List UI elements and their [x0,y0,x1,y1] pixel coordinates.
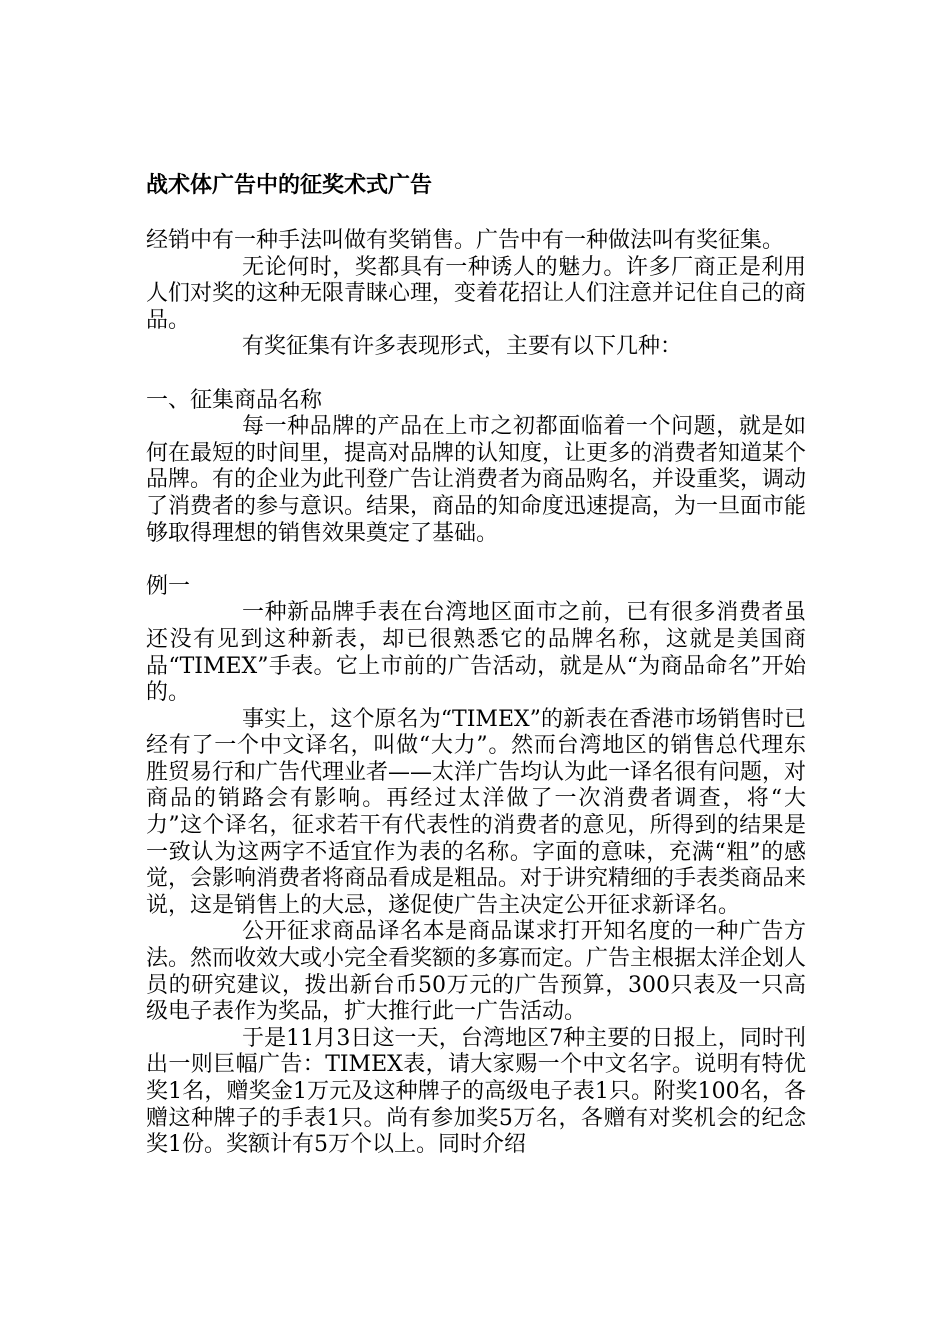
paragraph-intro: 经销中有一种手法叫做有奖销售。广告中有一种做法叫有奖征集。 [146,228,785,253]
example-heading: 例一 [146,573,191,599]
paragraph-timex-intro: 一种新品牌手表在台湾地区面市之前，已有很多消费者虽还没有见到这种新表，却已很熟悉它的品牌名称，这就是美国商品“TIMEX”手表。它上市前的广告活动，就是从“为商品命名”开始的。 [146,600,806,706]
paragraph-newspaper-ad: 于是11月3日这一天，台湾地区7种主要的日报上，同时刊出一则巨幅广告：TIMEX表，请大家赐一个中文名字。说明有特优奖1名，赠奖金1万元及这种牌子的高级电子表1只。附奖100名，各赠这种牌子的手表1只。尚有参加奖5万名，各赠有对奖机会的纪念奖1份。奖额计有5万个以上。同时介绍 [146,1025,807,1158]
document-title: 战术体广告中的征奖术式广告 [146,173,433,198]
paragraph-public-naming: 公开征求商品译名本是商品谋求打开知名度的一种广告方法。然而收效大或小完全看奖额的多寡而定。广告主根据太洋企划人员的研究建议，拨出新台币50万元的广告预算，300只表及一只高级电子表作为奖品，扩大推行此一广告活动。 [146,919,807,1025]
paragraph-timex-translation: 事实上，这个原名为“TIMEX”的新表在香港市场销售时已经有了一个中文译名，叫做“大力”。然而台湾地区的销售总代理东胜贸易行和广告代理业者——太洋广告均认为此一译名很有问题，对商品的销路会有影响。再经过太洋做了一次消费者调查，将“大力”这个译名，征求若干有代表性的消费者的意见，所得到的结果是一致认为这两字不适宜作为表的名称。字面的意味，充满“粗”的感觉，会影响消费者将商品看成是粗品。对于讲究精细的手表类商品来说，这是销售上的大忌，遂促使广告主决定公开征求新译名。 [146,706,807,918]
document-body [146,228,806,1159]
blank-line [146,547,806,574]
paragraph-forms: 有奖征集有许多表现形式，主要有以下几种： [242,334,683,360]
paragraph-prize-appeal: 无论何时，奖都具有一种诱人的魅力。许多厂商正是利用人们对奖的这种无限青睐心理，变着花招让人们注意并记住自己的商品。 [146,254,807,333]
section-heading-naming: 一、征集商品名称 [146,387,323,413]
blank-line [146,361,806,388]
paragraph-brand-awareness: 每一种品牌的产品在上市之初都面临着一个问题，就是如何在最短的时间里，提高对品牌的认知度，让更多的消费者知道某个品牌。有的企业为此刊登广告让消费者为商品购名，并设重奖，调动了消费者的参与意识。结果，商品的知命度迅速提高，为一旦面市能够取得理想的销售效果奠定了基础。 [146,414,807,546]
